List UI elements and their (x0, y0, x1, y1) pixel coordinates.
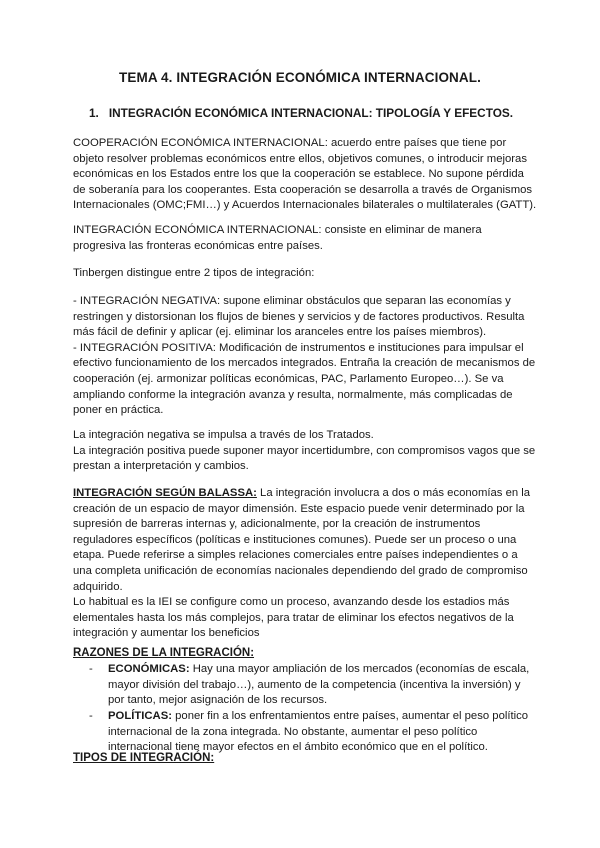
paragraph-integracion (73, 223, 533, 254)
text-line: económicas en los Estados entre los que la cooperación se establece. No supone pérdida (73, 168, 524, 181)
text-line: ampliando conforme la integración avanza y resulta, normalmente, más complicadas de (73, 388, 513, 401)
paragraph-tinbergen (73, 266, 533, 282)
text-line: elementales hasta los más complejos, para tratar de eliminar los efectos negativos de la (73, 611, 514, 624)
text-line: - INTEGRACIÓN POSITIVA: Modificación de instrumentos e instituciones para impulsar el (73, 341, 524, 354)
text-line: progresiva las fronteras económicas entre países. (73, 239, 323, 252)
text-line: COOPERACIÓN ECONÓMICA INTERNACIONAL: acuerdo entre países que tiene por (73, 137, 507, 149)
text-line: integración y aumentar los beneficios (73, 627, 260, 640)
section-title: INTEGRACIÓN ECONÓMICA INTERNACIONAL: TIPOLOGÍA Y EFECTOS. (108, 106, 514, 120)
text-line: una completa unificación de economías nacionales dependiendo del grado de compromiso (73, 564, 528, 577)
text-line: objeto resolver problemas económicos entre ellos, objetivos comunes, o introducir mejoras (73, 152, 527, 165)
text-line: La integración negativa se impulsa a través de los Tratados. (73, 429, 374, 441)
text-line: supresión de barreras internas y, adicionalmente, por la creación de instrumentos (73, 518, 481, 531)
section-number: 1. (89, 106, 99, 120)
text-line: creación de un espacio de mayor dimensión. Este espacio puede venir determinado por la (73, 502, 525, 515)
list-item-body (108, 709, 548, 756)
text-line: mayor división del trabajo…), aumento de la competencia (incentiva la inversión) y (108, 678, 521, 691)
balassa-heading: INTEGRACIÓN SEGÚN BALASSA: (73, 487, 257, 499)
text-line: más fácil de definir y aplicar (ej. eliminar los aranceles entre los países miembros). (73, 326, 487, 339)
text-line: Tinbergen distingue entre 2 tipos de integración: (73, 267, 315, 279)
text-line: de soberanía para los cooperantes. Esta cooperación se desarrolla a través de Organismos (73, 183, 533, 196)
item-text: poner fin a los enfrentamientos entre países, aumentar el peso político (172, 710, 529, 722)
text-line (108, 709, 548, 725)
page-title: TEMA 4. INTEGRACIÓN ECONÓMICA INTERNACIONAL. (119, 70, 481, 85)
text-line (108, 662, 548, 678)
text-line: prestan a interpretación y cambios. (73, 460, 249, 473)
paragraph-tratados (73, 428, 536, 475)
text-line: Lo habitual es la IEI se configure como un proceso, avanzando desde los estadios más (73, 596, 510, 609)
text-line: poner en práctica. (73, 404, 164, 417)
text-line: efectivo funcionamiento de los mercados integrados. Entraña la creación de mecanismos de (73, 357, 536, 370)
text-line: La integración positiva puede suponer mayor incertidumbre, con compromisos vagos que se (73, 444, 536, 457)
text-line: etapa. Puede referirse a simples relaciones comerciales entre países independientes o a (73, 549, 518, 562)
text-line: por tanto, mejor asignación de los recursos. (108, 694, 328, 707)
paragraph-tipos-tinbergen (73, 294, 536, 419)
text-line: reguladores específicos (políticas e instituciones comunes). Puede ser un proceso o una (73, 533, 517, 546)
item-text: Hay una mayor ampliación de los mercados (economías de escala, (189, 663, 530, 675)
text-line (73, 486, 533, 502)
tipos-heading: TIPOS DE INTEGRACIÓN: (73, 752, 215, 764)
text-line: INTEGRACIÓN ECONÓMICA INTERNACIONAL: consiste en eliminar de manera (73, 224, 482, 236)
razones-heading: RAZONES DE LA INTEGRACIÓN: (73, 647, 255, 659)
item-label: POLÍTICAS: (108, 710, 173, 722)
bullet-dash: - (89, 710, 93, 722)
bullet-dash: - (89, 663, 93, 675)
text-line: Internacionales (OMC;FMI…) y Acuerdos Internacionales bilaterales o multilaterales (GATT). (73, 199, 537, 212)
balassa-first-line: La integración involucra a dos o más economías en la (256, 487, 531, 499)
text-line: adquirido. (73, 580, 123, 593)
text-line: restringen y distorsionan los flujos de bienes y servicios y de factores productivos. Resulta (73, 310, 525, 323)
text-line: internacional de la zona integrada. No obstante, aumentar el peso político (108, 725, 478, 738)
list-item-body (108, 662, 548, 709)
item-label: ECONÓMICAS: (108, 663, 190, 675)
text-line: internacional tiene mayor efectos en el ámbito económico que en el político. (108, 741, 488, 754)
section-heading (89, 106, 513, 120)
text-line: - INTEGRACIÓN NEGATIVA: supone eliminar obstáculos que separan las economías y (73, 295, 511, 307)
paragraph-cooperacion (73, 136, 537, 214)
text-line: cooperación (ej. armonizar políticas económicas, PAC, Parlamento Europeo…). Se va (73, 372, 504, 385)
paragraph-balassa (73, 486, 533, 642)
